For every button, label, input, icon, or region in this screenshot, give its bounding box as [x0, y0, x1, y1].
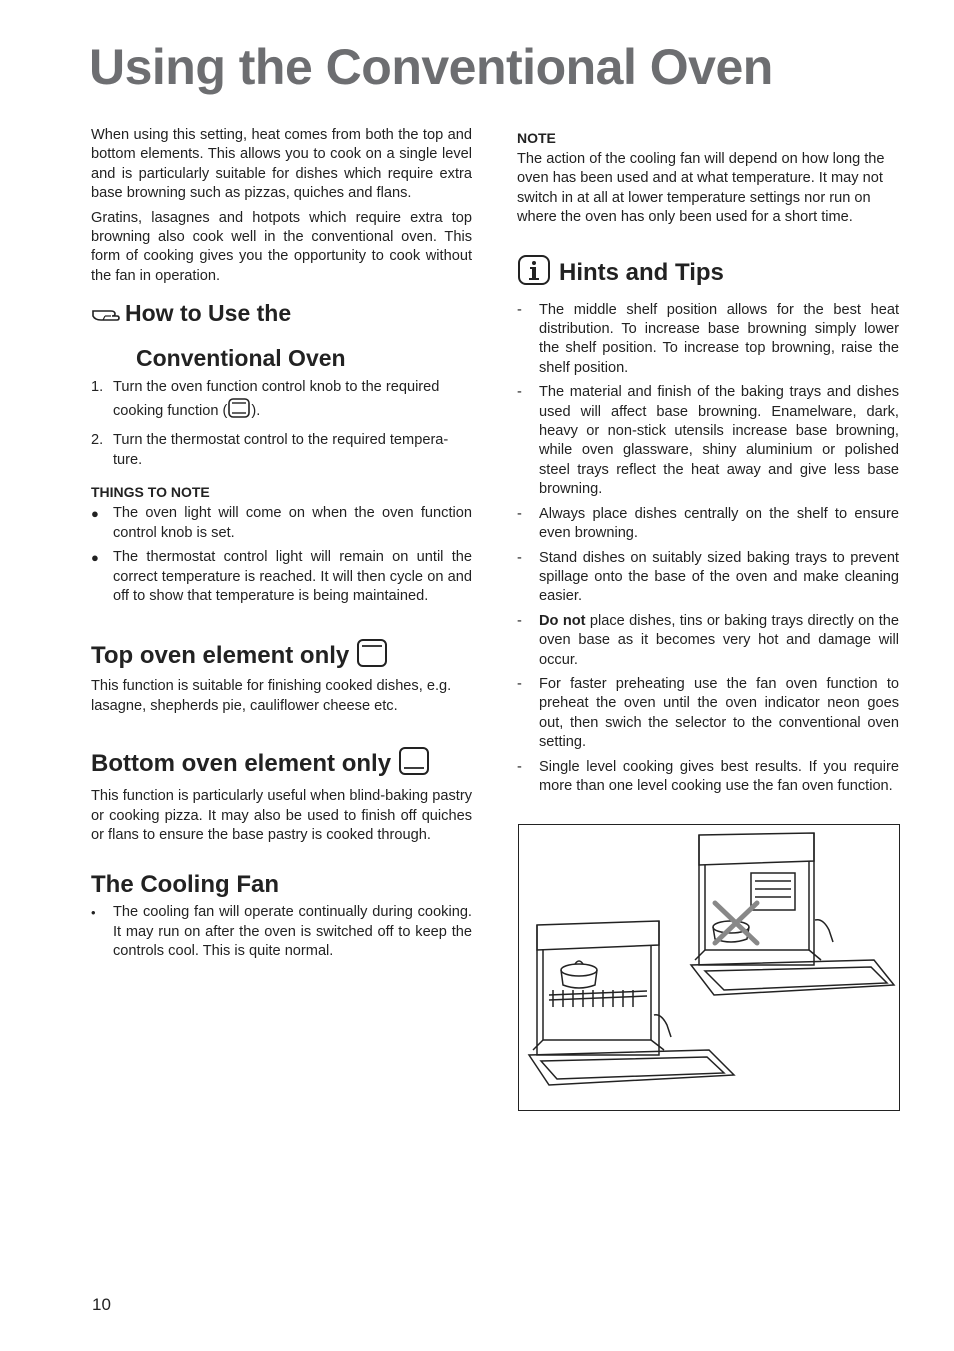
note-text: The action of the cooling fan will depend on how long the oven has been used and at what temperature. It may not switch in at all at lower temperature settings nor run on where the oven has only been used for a short time. [517, 151, 885, 226]
step-text: Turn the thermostat control to the required tempera- ture. [113, 432, 449, 468]
top-element-heading: Top oven element only [91, 638, 472, 675]
oven-illustration-drawing [519, 825, 899, 1110]
top-element-section [91, 638, 472, 716]
things-to-note-heading: THINGS TO NOTE [91, 484, 210, 501]
things-to-note-list [91, 504, 472, 606]
how-to-heading [91, 300, 472, 328]
cross-icon [715, 903, 757, 943]
list-item: ● The oven light will come on when the oven function control knob is set. [91, 505, 472, 541]
oven-bottom-element-icon [398, 746, 430, 783]
cooling-fan-list [91, 903, 472, 961]
pointing-hand-icon [91, 302, 125, 329]
intro-paragraph-2: Gratins, lasagnes and hotpots which require extra top browning also cook well in the conventional oven. This form of cooking gives you the opportunity to cook without the fan in operation. [91, 209, 472, 284]
step-number: 1. [91, 378, 104, 395]
list-item: - Always place dishes centrally on the shelf to ensure even browning. [517, 505, 899, 542]
bottom-element-text: This function is particularly useful when blind-baking pastry or cooking pizza. It may also be used to finish off quiches or flans to ensure the base pastry is cooked through. [91, 788, 472, 843]
hints-heading: Hints and Tips [517, 254, 899, 293]
list-item: • The cooling fan will operate continually during cooking. It may run on after the oven is switched off to keep the controls cool. This is quite normal. [91, 904, 472, 960]
list-item: - The middle shelf position allows for the best heat distribution. To increase base browning simply lower the shelf position. To increase top browning, raise the shelf position. [517, 301, 899, 376]
oven-top-element-icon [356, 638, 388, 675]
cooling-fan-heading: The Cooling Fan [91, 871, 279, 899]
how-to-heading-line1: How to Use the [125, 300, 292, 327]
oven-illustration [518, 824, 900, 1111]
cooling-fan-section [91, 871, 472, 961]
step-text: Turn the oven function control knob to the required cooking function ( [113, 378, 440, 420]
left-column [91, 126, 472, 967]
intro-paragraph-1: When using this setting, heat comes from both the top and bottom elements. This allows you to cook on a single level and is particularly suitable for dishes which require extra base browning such as pizzas, quiches and flans. [91, 127, 472, 202]
how-to-steps [91, 378, 472, 471]
page-title: Using the Conventional Oven [89, 39, 773, 95]
list-item: - Do not place dishes, tins or baking trays directly on the oven base as it becomes very hot and damage will occur. [517, 612, 899, 668]
list-item [91, 431, 472, 470]
page-number: 10 [92, 1295, 111, 1314]
list-item [91, 378, 472, 426]
list-item: - Stand dishes on suitably sized baking trays to prevent spillage onto the base of the oven and make cleaning easier. [517, 549, 899, 605]
top-element-text: This function is suitable for finishing cooked dishes, e.g. lasagne, shepherds pie, cauliflower cheese etc. [91, 678, 452, 714]
list-item: - For faster preheating use the fan oven function to preheat the oven until the oven indicator neon goes out, then swich the selector to the conventional oven setting. [517, 675, 899, 751]
step-text-end: ). [251, 403, 261, 420]
how-to-section [91, 300, 472, 470]
bottom-element-section [91, 746, 472, 845]
right-column [517, 130, 899, 801]
list-item: - The material and finish of the baking trays and dishes used will affect base browning. Enamelware, dark, heavy or non-stick utensils increase base browning, while oven glassware, shiny aluminium or polished steel trays reflect the heat away and give less base browning. [517, 384, 899, 498]
list-item: - Single level cooking gives best results. If you require more than one level cooking use the fan oven function. [517, 758, 899, 794]
oven-top-bottom-element-icon [227, 397, 251, 425]
how-to-heading-line2: Conventional Oven [136, 344, 346, 371]
info-icon [517, 254, 551, 293]
bottom-element-heading: Bottom oven element only [91, 746, 472, 783]
list-item: ● The thermostat control light will remain on until the correct temperature is reached. It will then cycle on and off to show that temperature is being maintained. [91, 549, 472, 604]
step-number: 2. [91, 432, 104, 449]
note-heading: NOTE [517, 130, 556, 146]
hints-list [517, 301, 899, 797]
